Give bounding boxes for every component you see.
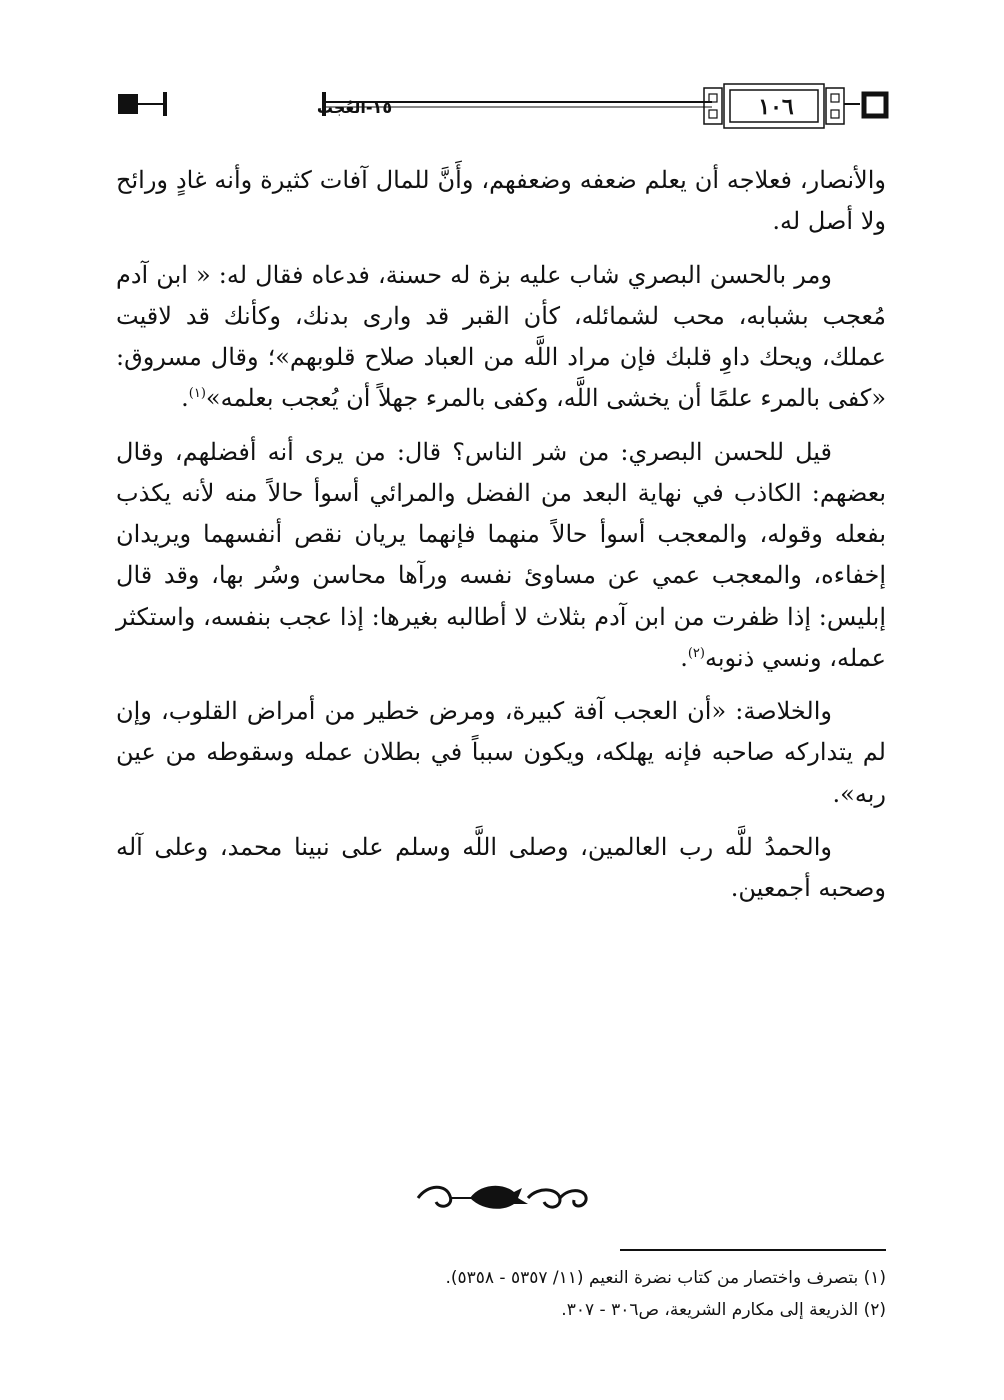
footnotes — [116, 1262, 886, 1326]
paragraph-2 — [116, 255, 886, 420]
footnote-separator — [620, 1249, 886, 1251]
paragraph-3-end: . — [680, 643, 688, 672]
paragraph-2-end: . — [181, 384, 189, 413]
footnote-1: (١) بتصرف واختصار من كتاب نضرة النعيم (١١/ ٥٣٥٧ - ٥٣٥٨). — [445, 1268, 886, 1288]
paragraph-1: والأنصار، فعلاجه أن يعلم ضعفه وضعفهم، وأَنَّ للمال آفات كثيرة وأنه غادٍ ورائح ولا أصل له. — [116, 166, 886, 236]
end-ornament-icon — [410, 1176, 594, 1216]
footnote-ref-2: (٢) — [687, 645, 705, 661]
paragraph-2-text: ومر بالحسن البصري شاب عليه بزة له حسنة، فدعاه فقال له: « ابن آدم مُعجب بشبابه، محب لشمائله، كأن القبر قد وارى بدنك، وكأنك قد لاقيت عملك، ويحك داوِ قلبك فإن مراد اللَّه من العباد صلاح قلوبهم»؛ وقال مسروق: «كفى بالمرء علمًا أن يخشى اللَّه، وكفى بالمرء جهلاً أن يُعجب بعلمه» — [116, 260, 886, 413]
paragraph-3 — [116, 432, 886, 680]
page-number: ١٠٦ — [758, 94, 794, 120]
footnote-2: (٢) الذريعة إلى مكارم الشريعة، ص٣٠٦ - ٣٠٧. — [561, 1300, 886, 1320]
paragraph-5: والحمدُ للَّه رب العالمين، وصلى اللَّه وسلم على نبينا محمد، وعلى آله وصحبه أجمعين. — [116, 832, 886, 903]
paragraph-3-text: قيل للحسن البصري: من شر الناس؟ قال: من يرى أنه أفضلهم، وقال بعضهم: الكاذب في نهاية البعد من الفضل والمرائي أسوأ حالاً منه لأنه يكذب بفعله وقوله، والمعجب أسوأ حالاً منهما فإنهما يريان نقص أنفسهما ويريدان إخفاءه، والمعجب عمي عن مساوئ نفسه ورآها محاسن وسُر بها، وقد قال إبليس: إذا ظفرت من ابن آدم بثلاث لا أطالبه بغيرها: إذا عجب بنفسه، واستكثر عمله، ونسي ذنوبه — [116, 437, 886, 672]
footnote-ref-1: (١) — [188, 386, 206, 402]
paragraph-4: والخلاصة: «أن العجب آفة كبيرة، ومرض خطير من أمراض القلوب، وإن لم يتداركه صاحبه فإنه يهلكه، ويكون سبباً في بطلان عمله وسقوطه من عين ربه». — [116, 697, 886, 808]
page-body — [116, 160, 886, 922]
chapter-title: ١٥-العُجب — [316, 98, 393, 117]
page-header — [112, 80, 894, 136]
